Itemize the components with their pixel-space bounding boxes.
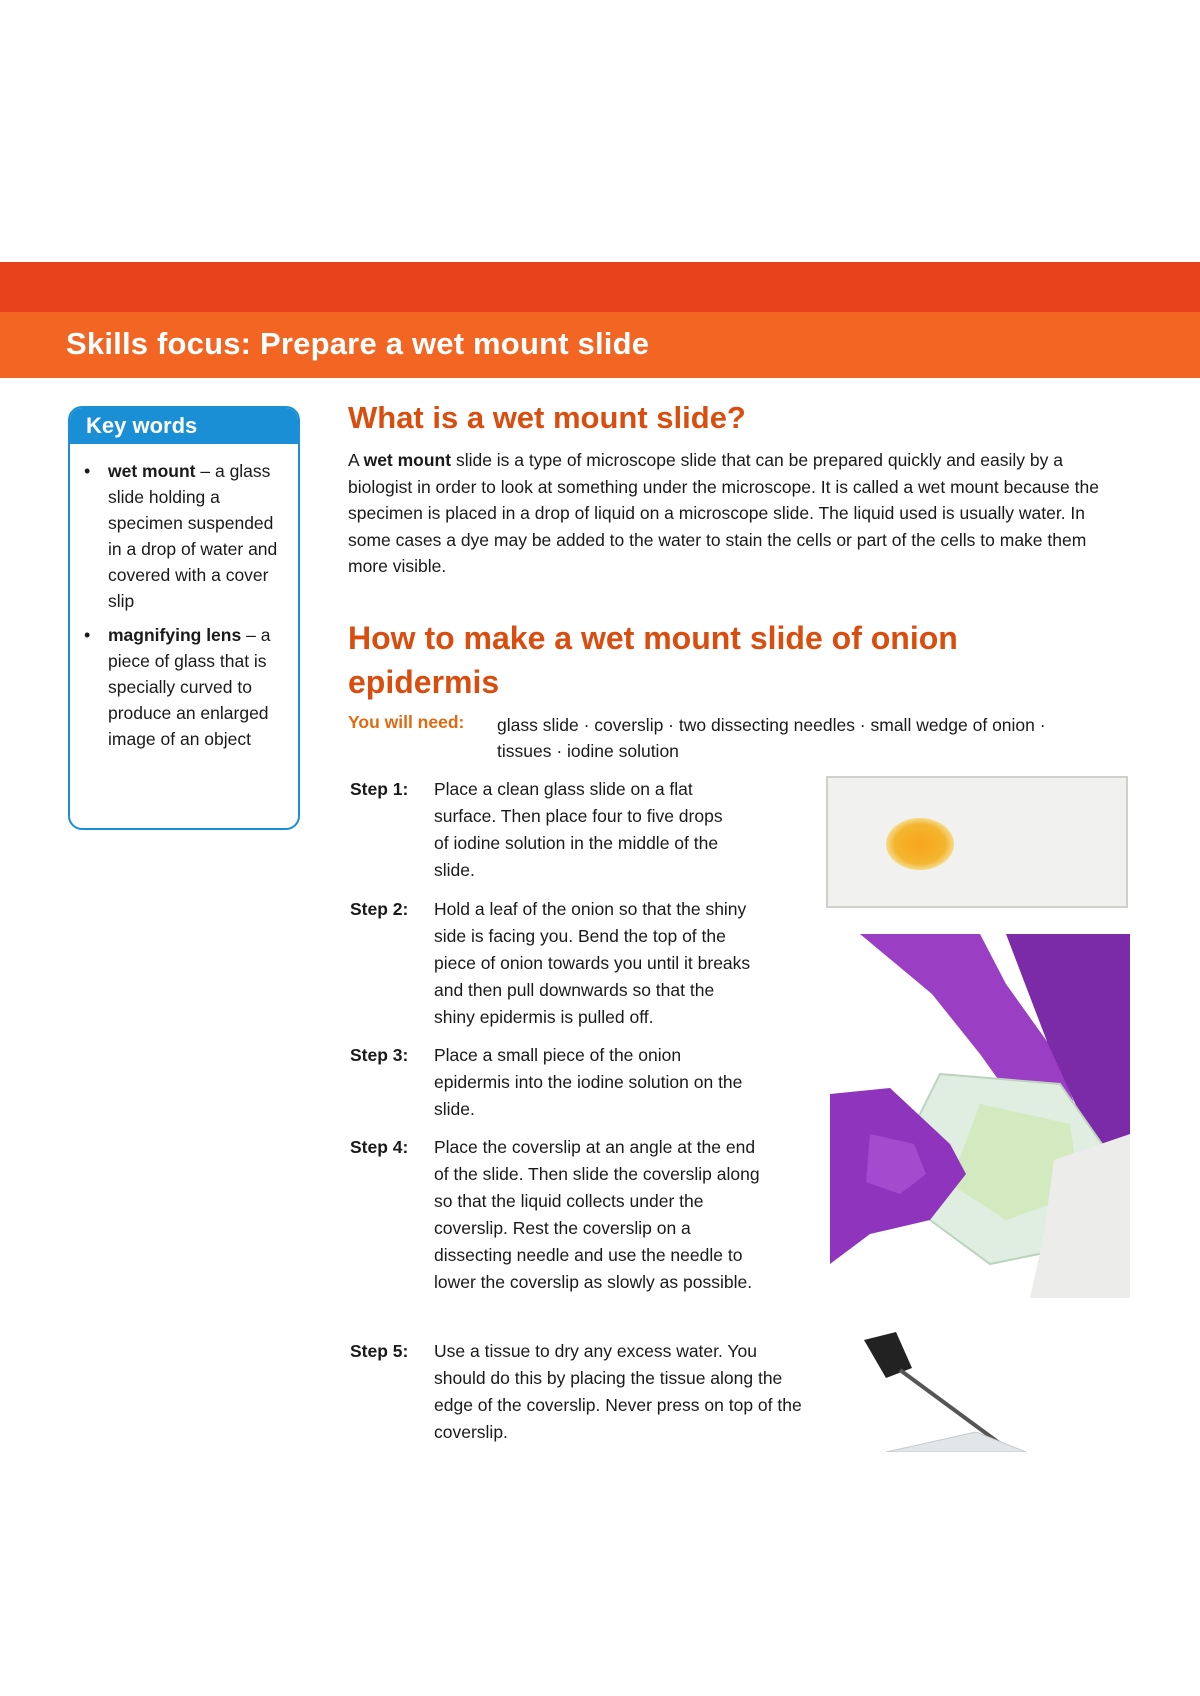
- key-word-definition: – a glass slide holding a specimen suspended in a drop of water and covered with a cover slip: [108, 461, 278, 611]
- section-heading-how-to: How to make a wet mount slide of onion epidermis: [348, 620, 958, 700]
- you-will-need-label: You will need:: [348, 712, 465, 732]
- step-5: [350, 1338, 830, 1446]
- dissecting-needle-photo: [856, 1328, 1026, 1452]
- intro-text-start: A: [348, 450, 364, 470]
- key-word-term: magnifying lens: [108, 625, 242, 645]
- step-text: Place a clean glass slide on a flat surface. Then place four to five drops of iodine solution in the middle of the slide.: [434, 779, 723, 880]
- key-word-item: [70, 458, 290, 614]
- equipment-list: glass slide · coverslip · two dissecting needles · small wedge of onion · tissues · iodine solution: [497, 715, 1046, 761]
- onion-epidermis-photo: [830, 934, 1130, 1298]
- glass-slide-photo: [826, 776, 1128, 908]
- key-words-heading: Key words: [70, 408, 298, 444]
- intro-keyword: wet mount: [363, 450, 452, 470]
- banner-top-stripe: [0, 262, 1200, 312]
- step-label: Step 4:: [350, 1137, 409, 1157]
- step-text: Place a small piece of the onion epidermis into the iodine solution on the slide.: [434, 1045, 743, 1119]
- step-text: Hold a leaf of the onion so that the shiny side is facing you. Bend the top of the piece of onion towards you until it breaks and then pull downwards so that the shiny epidermis is pulled off.: [434, 899, 751, 1027]
- intro-paragraph: [348, 447, 1118, 580]
- page-title: Skills focus: Prepare a wet mount slide: [66, 326, 650, 361]
- key-word-term: wet mount: [108, 461, 196, 481]
- intro-text-rest: slide is a type of microscope slide that can be prepared quickly and easily by a biologist in order to look at something under the microscope. It is called a wet mount because the specimen is placed in a drop of liquid on a microscope slide. The liquid used is usually water. In some cases a dye may be added to the water to stain the cells or part of the cells to make them more visible.: [348, 450, 1099, 576]
- key-word-item: [70, 622, 290, 752]
- step-label: Step 5:: [350, 1341, 409, 1361]
- section-heading-what-is: What is a wet mount slide?: [348, 400, 746, 435]
- step-label: Step 3:: [350, 1045, 409, 1065]
- step-2: [350, 896, 830, 1031]
- step-label: Step 1:: [350, 779, 409, 799]
- key-words-list: [70, 458, 298, 752]
- step-1: [350, 776, 830, 884]
- step-label: Step 2:: [350, 899, 409, 919]
- step-text: Place the coverslip at an angle at the end of the slide. Then slide the coverslip along so that the liquid collects under the coverslip. Rest the coverslip on a dissecting needle and use the needle to lower the coverslip as slowly as possible.: [434, 1137, 760, 1292]
- step-4: [350, 1134, 830, 1296]
- key-word-definition: – a piece of glass that is specially curved to produce an enlarged image of an object: [108, 625, 271, 749]
- step-3: [350, 1042, 830, 1123]
- key-words-box: [68, 406, 300, 830]
- step-text: Use a tissue to dry any excess water. You should do this by placing the tissue along the edge of the coverslip. Never press on top of the coverslip.: [434, 1341, 802, 1442]
